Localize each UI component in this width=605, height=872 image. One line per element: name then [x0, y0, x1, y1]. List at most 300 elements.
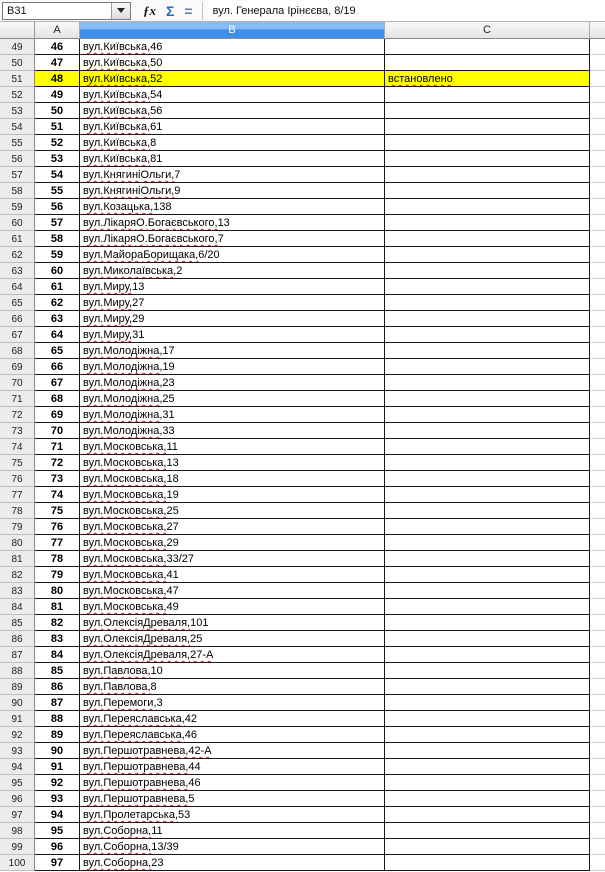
- cell-a[interactable]: 49: [35, 87, 80, 103]
- cell-a[interactable]: 95: [35, 823, 80, 839]
- cell-c[interactable]: [385, 167, 590, 183]
- cell-a[interactable]: 58: [35, 231, 80, 247]
- cell-c[interactable]: [385, 183, 590, 199]
- cell-a[interactable]: 87: [35, 695, 80, 711]
- cell-partial[interactable]: [590, 311, 605, 327]
- cell-a[interactable]: 93: [35, 791, 80, 807]
- cell-partial[interactable]: [590, 855, 605, 871]
- select-all-corner[interactable]: [0, 22, 35, 39]
- row-header[interactable]: 94: [0, 759, 35, 775]
- cell-c[interactable]: [385, 135, 590, 151]
- cell-a[interactable]: 72: [35, 455, 80, 471]
- cell-c[interactable]: [385, 615, 590, 631]
- cell-a[interactable]: 96: [35, 839, 80, 855]
- cell-b[interactable]: вул. Московська, 11: [80, 439, 385, 455]
- cell-b[interactable]: вул. Миру, 29: [80, 311, 385, 327]
- table-row: [0, 535, 605, 551]
- cell-partial[interactable]: [590, 711, 605, 727]
- table-row: [0, 759, 605, 775]
- cell-b[interactable]: вул. Миколаївська, 2: [80, 263, 385, 279]
- cell-b[interactable]: [80, 743, 385, 759]
- formula-input[interactable]: вул. Генерала Ірінєєва, 8/19: [208, 1, 605, 21]
- row-header[interactable]: 93: [0, 743, 35, 759]
- misspelled-word: вул.: [83, 521, 104, 533]
- row-header[interactable]: 100: [0, 855, 35, 871]
- row-header[interactable]: 98: [0, 823, 35, 839]
- row-header[interactable]: 56: [0, 151, 35, 167]
- cell-partial[interactable]: [590, 295, 605, 311]
- cell-partial[interactable]: [590, 663, 605, 679]
- cell-a[interactable]: 91: [35, 759, 80, 775]
- row-header[interactable]: 55: [0, 135, 35, 151]
- misspelled-word: 27-А: [190, 649, 214, 661]
- cell-a[interactable]: 82: [35, 615, 80, 631]
- cell-partial[interactable]: [590, 439, 605, 455]
- row-header[interactable]: 60: [0, 215, 35, 231]
- cell-partial[interactable]: [590, 823, 605, 839]
- cell-partial[interactable]: [590, 359, 605, 375]
- table-row: [0, 135, 605, 151]
- cell-c[interactable]: [385, 375, 590, 391]
- cell-c[interactable]: [385, 647, 590, 663]
- cell-c[interactable]: [385, 55, 590, 71]
- cell-partial[interactable]: [590, 55, 605, 71]
- row-header[interactable]: 80: [0, 535, 35, 551]
- cell-partial[interactable]: [590, 391, 605, 407]
- row-header[interactable]: 82: [0, 567, 35, 583]
- row-header[interactable]: 65: [0, 295, 35, 311]
- cell-b[interactable]: вул. Миру, 13: [80, 279, 385, 295]
- cell-a[interactable]: 86: [35, 679, 80, 695]
- cell-partial[interactable]: [590, 343, 605, 359]
- name-box-dropdown-button[interactable]: [111, 3, 130, 19]
- cell-b[interactable]: вул. Київська, 56: [80, 103, 385, 119]
- cell-c[interactable]: [385, 87, 590, 103]
- column-header-row: [0, 22, 605, 39]
- cell-a[interactable]: 71: [35, 439, 80, 455]
- cell-c[interactable]: [385, 807, 590, 823]
- cell-a[interactable]: 81: [35, 599, 80, 615]
- row-header[interactable]: 51: [0, 71, 35, 87]
- misspelled-word: вул.: [83, 697, 104, 709]
- cell-partial[interactable]: [590, 151, 605, 167]
- cell-partial[interactable]: [590, 567, 605, 583]
- cell-a[interactable]: 80: [35, 583, 80, 599]
- cell-c[interactable]: [385, 279, 590, 295]
- column-header-partial[interactable]: [590, 22, 605, 39]
- cell-b[interactable]: вул. Московська, 27: [80, 519, 385, 535]
- cell-b[interactable]: вул. Київська, 54: [80, 87, 385, 103]
- cell-a[interactable]: 79: [35, 567, 80, 583]
- cell-partial[interactable]: [590, 215, 605, 231]
- cell-b[interactable]: вул. Переяславська, 46: [80, 727, 385, 743]
- cell-c[interactable]: [385, 727, 590, 743]
- misspelled-word: вул.: [83, 745, 104, 757]
- misspelled-word: вул.: [83, 457, 104, 469]
- row-header[interactable]: 68: [0, 343, 35, 359]
- cell-c[interactable]: [385, 199, 590, 215]
- cell-partial[interactable]: [590, 455, 605, 471]
- cell-a[interactable]: 75: [35, 503, 80, 519]
- table-row: [0, 183, 605, 199]
- cell-b[interactable]: вул. Московська, 47: [80, 583, 385, 599]
- cell-c[interactable]: [385, 503, 590, 519]
- cell-b[interactable]: вул. Лікаря О. Богаєвського, 13: [80, 215, 385, 231]
- row-header[interactable]: 61: [0, 231, 35, 247]
- cell-c[interactable]: [385, 599, 590, 615]
- cell-c[interactable]: [385, 71, 590, 87]
- cell-c[interactable]: [385, 263, 590, 279]
- row-header[interactable]: 66: [0, 311, 35, 327]
- cell-a[interactable]: 48: [35, 71, 80, 87]
- column-header-b[interactable]: B: [80, 22, 385, 39]
- cell-reference[interactable]: B31: [7, 4, 27, 17]
- cell-partial[interactable]: [590, 263, 605, 279]
- row-header[interactable]: 83: [0, 583, 35, 599]
- cell-b[interactable]: вул. Молодіжна, 31: [80, 407, 385, 423]
- cell-b[interactable]: вул. Першотравнева, 46: [80, 775, 385, 791]
- row-header[interactable]: 57: [0, 167, 35, 183]
- cell-b[interactable]: вул. Лікаря О. Богаєвського, 7: [80, 231, 385, 247]
- cell-c[interactable]: [385, 327, 590, 343]
- cell-partial[interactable]: [590, 135, 605, 151]
- cell-c[interactable]: [385, 519, 590, 535]
- cell-b[interactable]: вул. Київська, 50: [80, 55, 385, 71]
- cell-b[interactable]: вул. Московська, 18: [80, 471, 385, 487]
- cell-b[interactable]: вул. Переяславська, 42: [80, 711, 385, 727]
- cell-a[interactable]: 61: [35, 279, 80, 295]
- cell-partial[interactable]: [590, 743, 605, 759]
- misspelled-word: вул.: [83, 649, 104, 661]
- cell-partial[interactable]: [590, 87, 605, 103]
- misspelled-word: Київська,: [103, 153, 151, 165]
- cell-a[interactable]: 67: [35, 375, 80, 391]
- row-header[interactable]: 89: [0, 679, 35, 695]
- cell-partial[interactable]: [590, 631, 605, 647]
- cell-name-box[interactable]: [2, 2, 131, 20]
- cell-c[interactable]: [385, 151, 590, 167]
- cell-c[interactable]: [385, 551, 590, 567]
- cell-b[interactable]: вул. Перемоги, 3: [80, 695, 385, 711]
- cell-b[interactable]: вул. Першотравнева, 44: [80, 759, 385, 775]
- row-header[interactable]: 91: [0, 711, 35, 727]
- cell-c[interactable]: [385, 743, 590, 759]
- table-row: [0, 503, 605, 519]
- cell-b[interactable]: вул. Княгині Ольги, 7: [80, 167, 385, 183]
- cell-c[interactable]: [385, 391, 590, 407]
- cell-a[interactable]: 94: [35, 807, 80, 823]
- cell-a[interactable]: 78: [35, 551, 80, 567]
- cell-b[interactable]: вул. Московська, 49: [80, 599, 385, 615]
- row-header[interactable]: 64: [0, 279, 35, 295]
- table-row: [0, 279, 605, 295]
- cell-partial[interactable]: [590, 775, 605, 791]
- cell-c[interactable]: [385, 359, 590, 375]
- misspelled-word: вул.: [83, 617, 104, 629]
- row-header[interactable]: 84: [0, 599, 35, 615]
- row-header[interactable]: 71: [0, 391, 35, 407]
- cell-b[interactable]: вул. Молодіжна, 23: [80, 375, 385, 391]
- cell-c[interactable]: [385, 215, 590, 231]
- cell-c[interactable]: [385, 679, 590, 695]
- cell-partial[interactable]: [590, 39, 605, 55]
- row-header[interactable]: 69: [0, 359, 35, 375]
- cell-a[interactable]: 52: [35, 135, 80, 151]
- cell-b[interactable]: вул. Першотравнева, 5: [80, 791, 385, 807]
- row-header[interactable]: 70: [0, 375, 35, 391]
- cell-b[interactable]: вул. Московська, 19: [80, 487, 385, 503]
- cell-a[interactable]: 69: [35, 407, 80, 423]
- cell-a[interactable]: 97: [35, 855, 80, 871]
- cell-a[interactable]: 92: [35, 775, 80, 791]
- cell-partial[interactable]: [590, 487, 605, 503]
- cell-a[interactable]: 55: [35, 183, 80, 199]
- cell-b[interactable]: [80, 647, 385, 663]
- cell-c[interactable]: [385, 455, 590, 471]
- cell-c[interactable]: [385, 311, 590, 327]
- row-header[interactable]: 59: [0, 199, 35, 215]
- misspelled-word: Богаєвського,: [147, 233, 218, 245]
- cell-b[interactable]: вул. Молодіжна, 25: [80, 391, 385, 407]
- cell-partial[interactable]: [590, 679, 605, 695]
- cell-a[interactable]: 66: [35, 359, 80, 375]
- row-header[interactable]: 78: [0, 503, 35, 519]
- cell-partial[interactable]: [590, 247, 605, 263]
- cell-partial[interactable]: [590, 519, 605, 535]
- cell-b[interactable]: вул. Козацька, 138: [80, 199, 385, 215]
- cell-a[interactable]: 89: [35, 727, 80, 743]
- row-header[interactable]: 96: [0, 791, 35, 807]
- cell-b[interactable]: вул. Павлова, 8: [80, 679, 385, 695]
- cell-b[interactable]: вул. Олексія Древаля, 25: [80, 631, 385, 647]
- row-header[interactable]: 74: [0, 439, 35, 455]
- cell-partial[interactable]: [590, 727, 605, 743]
- misspelled-word: вул.: [83, 313, 104, 325]
- cell-b[interactable]: вул. Соборна, 13/39: [80, 839, 385, 855]
- cell-a[interactable]: 62: [35, 295, 80, 311]
- cell-a[interactable]: 50: [35, 103, 80, 119]
- row-header[interactable]: 73: [0, 423, 35, 439]
- row-header[interactable]: 85: [0, 615, 35, 631]
- cell-c[interactable]: [385, 39, 590, 55]
- cell-a[interactable]: 76: [35, 519, 80, 535]
- row-header[interactable]: 63: [0, 263, 35, 279]
- cell-c[interactable]: [385, 823, 590, 839]
- cell-c[interactable]: [385, 439, 590, 455]
- cell-c[interactable]: [385, 775, 590, 791]
- cell-a[interactable]: 74: [35, 487, 80, 503]
- cell-b[interactable]: вул. Павлова, 10: [80, 663, 385, 679]
- cell-a[interactable]: 68: [35, 391, 80, 407]
- cell-a[interactable]: 57: [35, 215, 80, 231]
- row-header[interactable]: 88: [0, 663, 35, 679]
- row-header[interactable]: 86: [0, 631, 35, 647]
- row-header[interactable]: 99: [0, 839, 35, 855]
- cell-c[interactable]: [385, 791, 590, 807]
- cell-b[interactable]: вул. Київська, 81: [80, 151, 385, 167]
- cell-partial[interactable]: [590, 199, 605, 215]
- cell-partial[interactable]: [590, 103, 605, 119]
- cell-b[interactable]: вул. Соборна, 11: [80, 823, 385, 839]
- cell-partial[interactable]: [590, 375, 605, 391]
- cell-c[interactable]: [385, 695, 590, 711]
- cell-partial[interactable]: [590, 759, 605, 775]
- cell-partial[interactable]: [590, 71, 605, 87]
- cell-a[interactable]: 60: [35, 263, 80, 279]
- cell-partial[interactable]: [590, 327, 605, 343]
- cell-b[interactable]: вул. Олексія Древаля, 101: [80, 615, 385, 631]
- cell-b[interactable]: вул. Майора Борищака, 6/20: [80, 247, 385, 263]
- cell-c[interactable]: [385, 471, 590, 487]
- row-header[interactable]: 97: [0, 807, 35, 823]
- row-header[interactable]: 67: [0, 327, 35, 343]
- cell-c[interactable]: [385, 231, 590, 247]
- cell-b[interactable]: вул. Київська, 46: [80, 39, 385, 55]
- cell-b[interactable]: вул. Соборна, 23: [80, 855, 385, 871]
- misspelled-word: вул.: [83, 169, 104, 181]
- cell-c[interactable]: [385, 567, 590, 583]
- misspelled-word: Ольги,: [140, 185, 175, 197]
- row-header[interactable]: 52: [0, 87, 35, 103]
- misspelled-word: вул.: [83, 281, 104, 293]
- cell-c[interactable]: [385, 839, 590, 855]
- cell-c[interactable]: [385, 295, 590, 311]
- cell-b[interactable]: вул. Київська, 8: [80, 135, 385, 151]
- row-header[interactable]: 62: [0, 247, 35, 263]
- misspelled-word: Соборна,: [103, 841, 152, 853]
- cell-c[interactable]: [385, 343, 590, 359]
- cell-b[interactable]: вул. Московська, 25: [80, 503, 385, 519]
- cell-b[interactable]: вул. Московська, 29: [80, 535, 385, 551]
- cell-a[interactable]: 63: [35, 311, 80, 327]
- cell-partial[interactable]: [590, 615, 605, 631]
- cell-a[interactable]: 85: [35, 663, 80, 679]
- cell-a[interactable]: 46: [35, 39, 80, 55]
- cell-a[interactable]: 73: [35, 471, 80, 487]
- cell-a[interactable]: 54: [35, 167, 80, 183]
- cell-c[interactable]: [385, 119, 590, 135]
- equals-icon[interactable]: =: [184, 2, 193, 19]
- misspelled-word: вул.: [83, 585, 104, 597]
- cell-a[interactable]: 56: [35, 199, 80, 215]
- cell-partial[interactable]: [590, 167, 605, 183]
- cell-partial[interactable]: [590, 551, 605, 567]
- cell-partial[interactable]: [590, 599, 605, 615]
- cell-c[interactable]: [385, 583, 590, 599]
- cell-a[interactable]: 90: [35, 743, 80, 759]
- row-header[interactable]: 87: [0, 647, 35, 663]
- row-header[interactable]: 75: [0, 455, 35, 471]
- row-header[interactable]: 79: [0, 519, 35, 535]
- cell-b[interactable]: вул. Московська, 41: [80, 567, 385, 583]
- cell-partial[interactable]: [590, 791, 605, 807]
- cell-b[interactable]: вул. Миру, 27: [80, 295, 385, 311]
- cell-a[interactable]: 51: [35, 119, 80, 135]
- cell-c[interactable]: [385, 423, 590, 439]
- cell-b[interactable]: вул. Княгині Ольги, 9: [80, 183, 385, 199]
- row-header[interactable]: 58: [0, 183, 35, 199]
- row-header[interactable]: 54: [0, 119, 35, 135]
- cell-c[interactable]: [385, 631, 590, 647]
- row-header[interactable]: 72: [0, 407, 35, 423]
- cell-partial[interactable]: [590, 279, 605, 295]
- sum-icon[interactable]: Σ: [166, 2, 175, 19]
- cell-partial[interactable]: [590, 583, 605, 599]
- cell-a[interactable]: 64: [35, 327, 80, 343]
- misspelled-word: вул.: [83, 249, 104, 261]
- cell-b[interactable]: вул. Миру, 31: [80, 327, 385, 343]
- column-header-a[interactable]: A: [35, 22, 80, 39]
- table-row: [0, 743, 605, 759]
- cell-partial[interactable]: [590, 407, 605, 423]
- cell-b[interactable]: вул. Київська, 52: [80, 71, 385, 87]
- misspelled-word: Майора: [103, 249, 144, 261]
- cell-a[interactable]: 70: [35, 423, 80, 439]
- misspelled-word: вул.: [83, 105, 104, 117]
- cell-partial[interactable]: [590, 535, 605, 551]
- function-wizard-icon[interactable]: ƒx: [143, 2, 156, 18]
- cell-c[interactable]: [385, 247, 590, 263]
- cell-partial[interactable]: [590, 695, 605, 711]
- row-header[interactable]: 77: [0, 487, 35, 503]
- row-header[interactable]: 76: [0, 471, 35, 487]
- cell-b[interactable]: вул. Молодіжна, 17: [80, 343, 385, 359]
- cell-c[interactable]: [385, 407, 590, 423]
- cell-c[interactable]: [385, 759, 590, 775]
- row-header[interactable]: 50: [0, 55, 35, 71]
- cell-a[interactable]: 47: [35, 55, 80, 71]
- cell-a[interactable]: 84: [35, 647, 80, 663]
- chevron-down-icon: [117, 8, 125, 13]
- cell-a[interactable]: 59: [35, 247, 80, 263]
- row-header[interactable]: 49: [0, 39, 35, 55]
- cell-c[interactable]: [385, 663, 590, 679]
- row-header[interactable]: 92: [0, 727, 35, 743]
- cell-b[interactable]: вул. Пролетарська, 53: [80, 807, 385, 823]
- cell-c[interactable]: [385, 855, 590, 871]
- cell-a[interactable]: 88: [35, 711, 80, 727]
- cell-partial[interactable]: [590, 183, 605, 199]
- cell-a[interactable]: 53: [35, 151, 80, 167]
- cell-a[interactable]: 65: [35, 343, 80, 359]
- cell-partial[interactable]: [590, 503, 605, 519]
- row-header[interactable]: 81: [0, 551, 35, 567]
- cell-partial[interactable]: [590, 471, 605, 487]
- cell-c[interactable]: [385, 711, 590, 727]
- cell-c[interactable]: [385, 103, 590, 119]
- cell-b[interactable]: вул. Московська, 13: [80, 455, 385, 471]
- cell-partial[interactable]: [590, 647, 605, 663]
- cell-a[interactable]: 83: [35, 631, 80, 647]
- cell-partial[interactable]: [590, 231, 605, 247]
- cell-b[interactable]: вул. Київська, 61: [80, 119, 385, 135]
- cell-partial[interactable]: [590, 423, 605, 439]
- cell-b[interactable]: вул. Московська, 33/27: [80, 551, 385, 567]
- cell-c[interactable]: [385, 487, 590, 503]
- column-header-c[interactable]: C: [385, 22, 590, 39]
- cell-b[interactable]: вул. Молодіжна, 33: [80, 423, 385, 439]
- row-header[interactable]: 90: [0, 695, 35, 711]
- row-header[interactable]: 95: [0, 775, 35, 791]
- cell-b[interactable]: вул. Молодіжна, 19: [80, 359, 385, 375]
- cell-a[interactable]: 77: [35, 535, 80, 551]
- cell-c[interactable]: [385, 535, 590, 551]
- cell-partial[interactable]: [590, 839, 605, 855]
- table-row: [0, 439, 605, 455]
- cell-partial[interactable]: [590, 807, 605, 823]
- row-header[interactable]: 53: [0, 103, 35, 119]
- cell-partial[interactable]: [590, 119, 605, 135]
